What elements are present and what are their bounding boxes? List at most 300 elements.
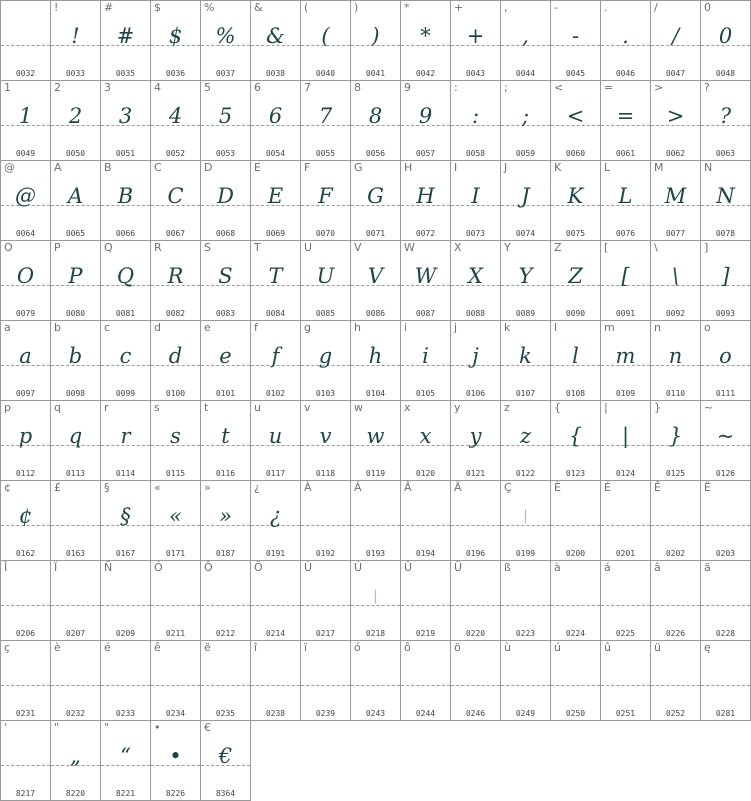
char-code: 0104 [365,389,386,398]
glyph-sample: C [167,184,184,208]
char-label: = [604,81,614,94]
glyph-cell [100,160,151,241]
glyph-sample: T [268,264,283,288]
char-label: p [4,401,11,414]
char-code: 0044 [515,69,536,78]
glyph-sample: J [521,184,530,208]
glyph-cell [550,400,601,481]
glyph-cell [0,0,51,81]
char-label: l [554,321,558,334]
glyph-sample [551,581,600,611]
char-label: & [254,1,263,14]
char-label: È [554,481,561,494]
glyph-cell [500,80,551,161]
char-code: 0196 [465,549,486,558]
char-code: 0084 [265,309,286,318]
glyph-sample [451,501,500,531]
glyph-cell [50,560,101,641]
char-label: % [204,1,215,14]
char-label: N [704,161,713,174]
glyph-sample: ; [521,104,530,128]
char-label: ] [704,241,709,254]
glyph-sample: v [319,424,332,448]
char-label: < [554,81,564,94]
glyph-sample: 6 [268,104,283,128]
char-label: n [654,321,661,334]
glyph-cell [500,480,551,561]
glyph-cell [150,240,201,321]
glyph-sample [201,581,250,611]
char-label: 1 [4,81,11,94]
char-code: 0234 [165,709,186,718]
glyph-cell [250,160,301,241]
glyph-sample [301,661,350,691]
glyph-sample: € [218,744,233,768]
char-label: á [604,561,611,574]
glyph-cell [300,480,351,561]
glyph-sample: P [68,264,83,288]
glyph-sample [451,661,500,691]
glyph-cell [600,80,651,161]
char-code: 0192 [315,549,336,558]
glyph-cell [450,0,501,81]
char-label: Ù [304,561,313,574]
char-code: 0218 [365,629,386,638]
glyph-sample [451,581,500,611]
glyph-cell [400,240,451,321]
glyph-cell [650,320,701,401]
glyph-sample: & [266,24,285,48]
glyph-sample: B [117,184,134,208]
char-code: 0114 [115,469,136,478]
char-code: 0068 [215,229,236,238]
glyph-cell [250,560,301,641]
glyph-cell [300,160,351,241]
glyph-cell [550,640,601,721]
glyph-cell [100,240,151,321]
glyph-sample: b [68,344,83,368]
char-label: $ [154,1,161,14]
char-label: # [104,1,114,14]
glyph-sample: E [267,184,284,208]
char-label: ö [454,641,461,654]
char-code: 0077 [665,229,686,238]
char-label: Á [354,481,362,494]
char-code: 0101 [215,389,236,398]
glyph-sample: 3 [118,104,133,128]
char-label: " [104,721,110,734]
char-code: 0193 [365,549,386,558]
glyph-sample: 0 [718,24,733,48]
char-label: 6 [254,81,261,94]
glyph-cell [500,320,551,401]
glyph-sample: e [219,344,232,368]
glyph-sample: c [119,344,132,368]
char-label: è [54,641,61,654]
char-label: A [54,161,62,174]
glyph-sample [401,661,450,691]
glyph-cell [600,640,651,721]
glyph-cell [100,720,151,801]
char-code: 0110 [665,389,686,398]
glyph-sample: < [566,104,585,128]
glyph-sample: m [615,344,636,368]
glyph-cell [400,80,451,161]
glyph-sample: % [215,24,236,48]
glyph-sample [51,581,100,611]
char-label: y [454,401,461,414]
glyph-cell [300,640,351,721]
glyph-cell [300,320,351,401]
glyph-sample: V [367,264,384,288]
glyph-sample [301,501,350,531]
char-code: 0042 [415,69,436,78]
char-code: 0163 [65,549,86,558]
char-label: : [454,81,458,94]
char-code: 0226 [665,629,686,638]
char-label: j [454,321,458,334]
glyph-sample: § [120,504,131,528]
glyph-cell [400,640,451,721]
char-code: 0102 [265,389,286,398]
char-label: + [454,1,464,14]
glyph-sample: h [368,344,383,368]
glyph-sample: o [719,344,732,368]
glyph-sample: l [572,344,579,368]
glyph-sample: X [468,264,483,288]
char-label: ? [704,81,710,94]
glyph-sample: = [616,104,635,128]
glyph-cell [150,560,201,641]
char-label: , [504,1,508,14]
char-code: 0125 [665,469,686,478]
glyph-cell [450,560,501,641]
char-code: 0058 [465,149,486,158]
glyph-cell [150,640,201,721]
glyph-sample [101,661,150,691]
glyph-cell [700,640,751,721]
glyph-cell [400,400,451,481]
char-label: e [204,321,211,334]
glyph-sample: : [471,104,480,128]
glyph-cell [0,320,51,401]
char-code: 0231 [15,709,36,718]
char-label: @ [4,161,15,174]
glyph-sample: q [68,424,83,448]
glyph-cell [700,400,751,481]
char-code: 0120 [415,469,436,478]
glyph-sample: ~ [716,424,735,448]
char-label: m [604,321,615,334]
char-label: ù [504,641,511,654]
glyph-cell [650,240,701,321]
char-label: a [4,321,11,334]
char-label: u [254,401,261,414]
glyph-sample: « [169,504,182,528]
char-code: 8364 [215,789,236,798]
glyph-cell [450,320,501,401]
glyph-sample: 1 [18,104,33,128]
char-label: S [204,241,211,254]
char-label: | [604,401,608,414]
glyph-cell [50,480,101,561]
char-code: 0220 [465,629,486,638]
char-code: 0167 [115,549,136,558]
char-code: 0251 [615,709,636,718]
char-label: 7 [304,81,311,94]
glyph-sample: A [67,184,84,208]
char-code: 0037 [215,69,236,78]
char-label: ! [54,1,59,14]
glyph-sample: y [469,424,482,448]
char-label: L [604,161,611,174]
char-code: 0117 [265,469,286,478]
char-code: 0209 [115,629,136,638]
char-code: 0066 [115,229,136,238]
char-label: o [704,321,711,334]
char-label: Û [404,561,413,574]
char-code: 0219 [415,629,436,638]
glyph-cell [200,640,251,721]
glyph-sample: I [471,184,480,208]
char-label: D [204,161,213,174]
glyph-sample: [ [621,264,630,288]
glyph-cell [150,160,201,241]
char-code: 0105 [415,389,436,398]
glyph-sample: r [120,424,131,448]
char-label: É [604,481,611,494]
glyph-cell [700,0,751,81]
glyph-cell [0,400,51,481]
glyph-cell [200,0,251,81]
char-label: C [154,161,162,174]
char-code: 8217 [15,789,36,798]
char-code: 0040 [315,69,336,78]
glyph-sample: ) [371,24,380,48]
glyph-cell [350,400,401,481]
char-label: / [654,1,658,14]
glyph-sample: s [170,424,181,448]
glyph-sample: * [420,24,431,48]
glyph-sample: \ [671,264,680,288]
char-label: * [404,1,410,14]
glyph-cell [650,0,701,81]
glyph-sample: + [466,24,485,48]
char-label: X [454,241,462,254]
glyph-cell [200,160,251,241]
char-code: 0067 [165,229,186,238]
char-label: . [604,1,608,14]
char-label: ô [404,641,411,654]
char-code: 0126 [715,469,736,478]
glyph-sample [351,501,400,531]
glyph-sample [351,661,400,691]
char-code: 0073 [465,229,486,238]
char-label: ß [504,561,511,574]
char-label: Ö [254,561,263,574]
char-label: Ç [504,481,512,494]
glyph-cell [100,400,151,481]
char-code: 0078 [715,229,736,238]
glyph-cell [100,80,151,161]
glyph-cell [300,240,351,321]
char-label: » [204,481,211,494]
char-code: 0049 [15,149,36,158]
char-label: d [154,321,161,334]
glyph-sample [601,581,650,611]
char-code: 0059 [515,149,536,158]
char-label: £ [54,481,61,494]
glyph-sample: t [221,424,230,448]
glyph-sample: „ [70,744,81,768]
glyph-sample: ¢ [18,504,33,528]
glyph-cell [400,0,451,81]
glyph-sample: ] [721,264,730,288]
glyph-sample: g [318,344,333,368]
glyph-cell [0,720,51,801]
glyph-cell [200,400,251,481]
glyph-cell [600,240,651,321]
char-code: 0115 [165,469,186,478]
char-label: v [304,401,311,414]
char-code: 0057 [415,149,436,158]
char-code: 0250 [565,709,586,718]
char-code: 0243 [365,709,386,718]
glyph-sample [501,581,550,611]
glyph-sample [51,661,100,691]
glyph-cell [350,160,401,241]
glyph-sample: { [568,424,583,448]
char-code: 0062 [665,149,686,158]
char-label: 3 [104,81,111,94]
char-label: ü [654,641,661,654]
char-code: 0055 [315,149,336,158]
char-code: 0038 [265,69,286,78]
char-label: é [104,641,111,654]
glyph-cell [600,160,651,241]
glyph-cell [50,160,101,241]
char-code: 0079 [15,309,36,318]
glyph-cell [650,560,701,641]
glyph-cell [400,480,451,561]
char-code: 0092 [665,309,686,318]
char-code: 0214 [265,629,286,638]
char-label: O [4,241,13,254]
glyph-cell [250,480,301,561]
char-code: 0246 [465,709,486,718]
char-code: 0046 [615,69,636,78]
char-label: € [204,721,211,734]
glyph-sample: w [366,424,385,448]
char-label: 2 [54,81,61,94]
char-code: 0244 [415,709,436,718]
glyph-cell [500,400,551,481]
glyph-sample: f [271,344,280,368]
glyph-sample: Q [116,264,135,288]
char-label: ¢ [4,481,11,494]
char-label: H [404,161,413,174]
glyph-sample: | [523,508,528,524]
char-code: 0118 [315,469,336,478]
char-code: 0239 [315,709,336,718]
char-code: 0064 [15,229,36,238]
char-code: 0103 [315,389,336,398]
glyph-cell [0,80,51,161]
char-label: > [654,81,664,94]
glyph-sample: ? [719,104,732,128]
char-label: î [254,641,258,654]
char-code: 0235 [215,709,236,718]
char-label: c [104,321,111,334]
char-code: 0052 [165,149,186,158]
glyph-cell [100,560,151,641]
glyph-sample: O [16,264,35,288]
glyph-sample: F [318,184,333,208]
glyph-sample: R [167,264,184,288]
char-code: 0202 [665,549,686,558]
glyph-cell [200,80,251,161]
glyph-sample [651,661,700,691]
glyph-cell [300,400,351,481]
glyph-sample: U [316,264,335,288]
char-label: ú [554,641,561,654]
glyph-sample [151,581,200,611]
char-label: R [154,241,162,254]
glyph-cell [50,400,101,481]
char-label: r [104,401,109,414]
char-code: 0051 [115,149,136,158]
char-code: 0112 [15,469,36,478]
glyph-sample [251,581,300,611]
glyph-sample: Z [568,264,583,288]
char-label: 4 [154,81,161,94]
char-code: 0206 [15,629,36,638]
char-code: 0108 [565,389,586,398]
char-code: 0047 [665,69,686,78]
char-label: ‘ [4,721,8,734]
char-code: 0090 [565,309,586,318]
glyph-sample: 9 [418,104,433,128]
glyph-cell [450,480,501,561]
glyph-sample: Y [518,264,533,288]
glyph-cell [650,80,701,161]
char-label: ä [704,561,711,574]
char-label: ) [354,1,359,14]
char-code: 0124 [615,469,636,478]
char-code: 0081 [115,309,136,318]
char-label: [ [604,241,609,254]
glyph-cell [650,400,701,481]
glyph-sample [401,581,450,611]
char-label: \ [654,241,658,254]
char-code: 0086 [365,309,386,318]
glyph-sample: i [422,344,429,368]
glyph-sample [601,501,650,531]
glyph-cell [650,480,701,561]
glyph-cell [400,560,451,641]
char-label: " [54,721,60,734]
char-code: 0224 [565,629,586,638]
glyph-cell [100,640,151,721]
char-label: Ñ [104,561,113,574]
char-code: 0099 [115,389,136,398]
glyph-cell [150,320,201,401]
glyph-cell [100,480,151,561]
char-code: 0199 [515,549,536,558]
glyph-sample [651,501,700,531]
char-code: 0033 [65,69,86,78]
char-code: 0194 [415,549,436,558]
